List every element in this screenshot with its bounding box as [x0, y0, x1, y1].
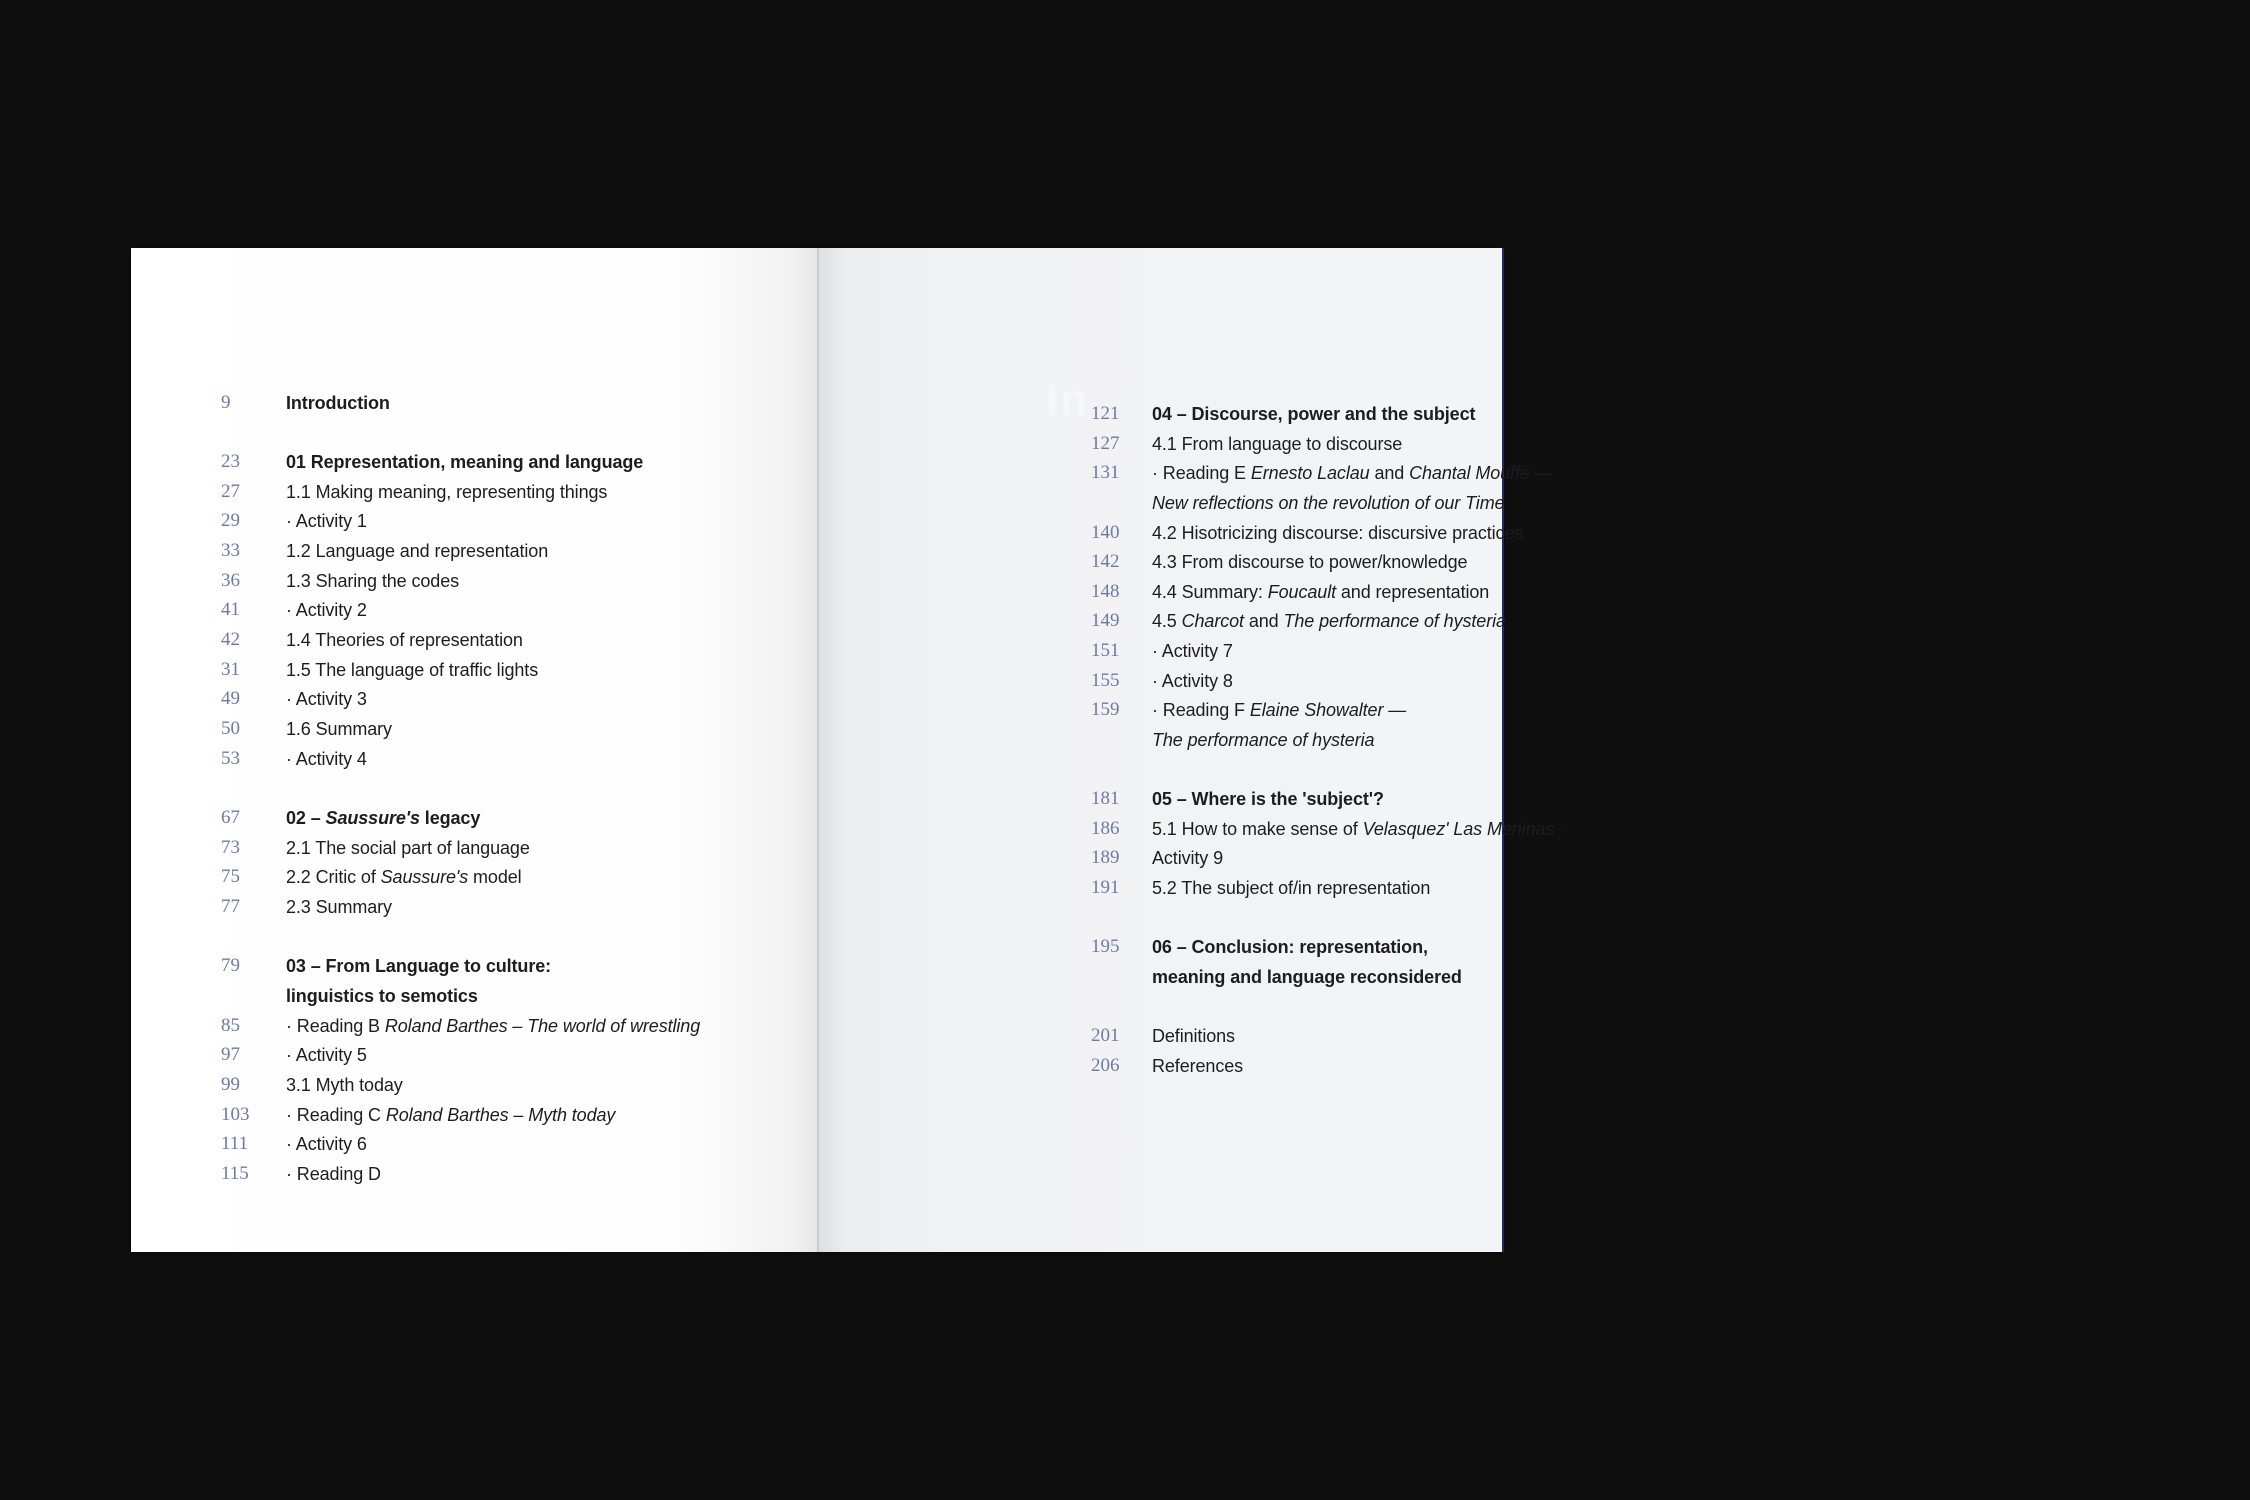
toc-page-number: 186 — [1091, 818, 1120, 839]
toc-entry — [131, 655, 818, 685]
toc-entry — [818, 843, 1502, 873]
toc-title: 1.2 Language and representation — [286, 541, 549, 561]
toc-title-italic: Foucault — [1267, 582, 1336, 602]
toc-entry — [131, 388, 818, 418]
toc-entry — [131, 803, 818, 833]
toc-title-part: 02 – — [286, 808, 326, 828]
toc-title-part: 4.4 Summary: — [1152, 582, 1268, 602]
toc-entry — [131, 477, 818, 507]
toc-page-number: 42 — [221, 629, 240, 650]
toc-page-number: 149 — [1091, 610, 1120, 631]
toc-title: 4.3 From discourse to power/knowledge — [1152, 552, 1468, 572]
toc-title — [1152, 725, 1374, 755]
toc-title-part: legacy — [419, 808, 481, 828]
toc-entry — [818, 962, 1502, 992]
toc-page-number: 103 — [221, 1104, 250, 1125]
toc-page-number: 49 — [221, 688, 240, 709]
toc-title: 1.6 Summary — [286, 719, 392, 739]
toc-title: 06 – Conclusion: representation, — [1152, 937, 1428, 957]
toc-title — [286, 1011, 700, 1041]
toc-title: 2.1 The social part of language — [286, 838, 530, 858]
toc-entry — [818, 695, 1502, 725]
toc-page-number: 50 — [221, 718, 240, 739]
toc-page-number: 53 — [221, 748, 240, 769]
toc-entry — [131, 714, 818, 744]
toc-page-number: 155 — [1091, 670, 1120, 691]
toc-page-number: 201 — [1091, 1025, 1120, 1046]
toc-entry — [818, 547, 1502, 577]
toc-title-italic: Roland Barthes – Myth today — [385, 1105, 616, 1125]
toc-title-italic: Saussure's — [325, 808, 420, 828]
toc-title: 1.3 Sharing the codes — [286, 571, 460, 591]
toc-page-number: 77 — [221, 896, 240, 917]
toc-page-number: 191 — [1091, 877, 1120, 898]
toc-title-italic: The performance of hysteria — [1152, 730, 1375, 750]
toc-title-italic: Chantal Mouffe — — [1409, 463, 1553, 483]
toc-page-number: 115 — [221, 1163, 249, 1184]
toc-page-number: 181 — [1091, 788, 1120, 809]
toc-title-italic: Charcot — [1181, 611, 1244, 631]
toc-entry — [131, 1129, 818, 1159]
toc-title-part: · Reading E — [1152, 463, 1251, 483]
toc-title — [1152, 814, 1565, 844]
toc-entry — [818, 577, 1502, 607]
toc-page-number: 127 — [1091, 433, 1120, 454]
toc-title: 3.1 Myth today — [286, 1075, 403, 1095]
toc-title — [1152, 695, 1406, 725]
toc-page-number: 36 — [221, 570, 240, 591]
toc-title-part: 5.1 How to make sense of — [1152, 819, 1363, 839]
toc-page-number: 67 — [221, 807, 240, 828]
toc-title: meaning and language reconsidered — [1152, 967, 1462, 987]
toc-title: Definitions — [1152, 1026, 1235, 1046]
ghost-text: In — [1046, 376, 1090, 425]
toc-page-number: 9 — [221, 392, 231, 413]
toc-title-italic: Ernesto Laclau — [1250, 463, 1370, 483]
toc-title: Activity 9 — [1152, 848, 1224, 868]
toc-page-number: 151 — [1091, 640, 1120, 661]
toc-title: · Activity 2 — [286, 600, 367, 620]
toc-entry — [818, 606, 1506, 636]
toc-entry — [131, 1159, 818, 1189]
toc-entry — [818, 814, 1566, 844]
toc-title: · Activity 4 — [286, 749, 367, 769]
toc-entry — [131, 625, 818, 655]
toc-title — [286, 803, 480, 833]
toc-entry — [131, 1070, 818, 1100]
toc-entry — [131, 447, 818, 477]
toc-title: 1.5 The language of traffic lights — [286, 660, 539, 680]
toc-entry — [131, 892, 818, 922]
toc-title: 4.1 From language to discourse — [1152, 434, 1403, 454]
toc-title-part: and — [1243, 611, 1284, 631]
toc-page-number: 148 — [1091, 581, 1120, 602]
toc-entry — [818, 458, 1553, 488]
toc-entry — [818, 666, 1502, 696]
toc-title-part: and — [1369, 463, 1410, 483]
toc-title-part: · Reading B — [286, 1016, 385, 1036]
toc-title: Introduction — [286, 393, 390, 413]
toc-page-number: 33 — [221, 540, 240, 561]
toc-entry — [818, 725, 1502, 755]
toc-page-number: 131 — [1091, 462, 1120, 483]
toc-page-number: 121 — [1091, 403, 1120, 424]
toc-title: · Activity 8 — [1152, 671, 1233, 691]
book-spread — [131, 248, 1566, 1252]
toc-title-italic: Elaine Showalter — — [1249, 700, 1407, 720]
toc-title — [1152, 458, 1553, 488]
toc-title: 05 – Where is the 'subject'? — [1152, 789, 1384, 809]
toc-entry — [131, 951, 818, 981]
toc-page-number: 85 — [221, 1015, 240, 1036]
toc-page-number: 111 — [221, 1133, 249, 1154]
toc-title-italic: Velasquez' Las Meninas — [1362, 819, 1555, 839]
toc-entry — [818, 399, 1502, 429]
toc-entry — [131, 684, 818, 714]
toc-title: 1.1 Making meaning, representing things — [286, 482, 608, 502]
toc-title-part: · Reading C — [286, 1105, 386, 1125]
right-page — [818, 248, 1566, 1252]
toc-entry — [131, 566, 818, 596]
toc-page-number: 27 — [221, 481, 240, 502]
toc-entry — [818, 429, 1502, 459]
toc-entry — [818, 873, 1502, 903]
toc-entry — [818, 784, 1502, 814]
toc-title: 01 Representation, meaning and language — [286, 452, 644, 472]
toc-title-part: · Reading F — [1152, 700, 1250, 720]
toc-title — [286, 1100, 615, 1130]
toc-page-number: 97 — [221, 1044, 240, 1065]
toc-title: 5.2 The subject of/in representation — [1152, 878, 1431, 898]
toc-title — [1152, 577, 1489, 607]
toc-entry — [131, 595, 818, 625]
toc-title: · Activity 6 — [286, 1134, 367, 1154]
toc-entry — [131, 1040, 818, 1070]
toc-title-part: and representation — [1336, 582, 1490, 602]
toc-page-number: 189 — [1091, 847, 1120, 868]
toc-entry — [131, 862, 818, 892]
left-page — [131, 248, 818, 1252]
toc-title: · Activity 3 — [286, 689, 367, 709]
toc-entry — [131, 833, 818, 863]
toc-page-number: 31 — [221, 659, 240, 680]
toc-title-part: · — [1554, 819, 1566, 839]
toc-entry — [818, 518, 1524, 548]
toc-page-number: 159 — [1091, 699, 1120, 720]
toc-title: · Activity 1 — [286, 511, 367, 531]
toc-page-number: 142 — [1091, 551, 1120, 572]
toc-entry — [131, 1100, 818, 1130]
toc-entry — [818, 1021, 1502, 1051]
toc-entry — [818, 932, 1502, 962]
toc-title: 2.3 Summary — [286, 897, 392, 917]
toc-title: References — [1152, 1056, 1244, 1076]
toc-entry — [131, 744, 818, 774]
toc-title: · Reading D — [286, 1164, 381, 1184]
toc-entry — [818, 488, 1505, 518]
toc-title-part: 2.2 Critic of — [286, 867, 381, 887]
toc-page-number: 140 — [1091, 522, 1120, 543]
toc-page-number: 73 — [221, 837, 240, 858]
toc-entry — [131, 981, 818, 1011]
toc-title: 1.4 Theories of representation — [286, 630, 523, 650]
toc-page-number: 41 — [221, 599, 240, 620]
toc-entry — [131, 506, 818, 536]
toc-title — [1152, 488, 1505, 518]
book-gutter — [817, 248, 819, 1252]
toc-title — [1152, 606, 1506, 636]
toc-title: · Activity 7 — [1152, 641, 1233, 661]
toc-title — [286, 862, 522, 892]
toc-title: · Activity 5 — [286, 1045, 367, 1065]
toc-entry — [131, 1011, 818, 1041]
toc-page-number: 99 — [221, 1074, 240, 1095]
toc-title-italic: New reflections on the revolution of our Time — [1152, 493, 1505, 513]
toc-entry — [818, 1051, 1502, 1081]
toc-title-italic: The performance of hysteria — [1283, 611, 1506, 631]
toc-page-number: 23 — [221, 451, 240, 472]
toc-title-italic: Roland Barthes – The world of wrestling — [384, 1016, 701, 1036]
toc-page-number: 195 — [1091, 936, 1120, 957]
toc-title: 04 – Discourse, power and the subject — [1152, 404, 1476, 424]
toc-entry — [131, 536, 818, 566]
toc-title: linguistics to semotics — [286, 986, 478, 1006]
toc-title-part: 4.5 — [1152, 611, 1182, 631]
toc-page-number: 75 — [221, 866, 240, 887]
toc-entry — [818, 636, 1502, 666]
toc-title-part: model — [468, 867, 522, 887]
toc-page-number: 79 — [221, 955, 240, 976]
toc-title: 4.2 Hisotricizing discourse: discursive practices — [1152, 523, 1524, 543]
toc-title-italic: Saussure's — [380, 867, 469, 887]
toc-page-number: 29 — [221, 510, 240, 531]
toc-page-number: 206 — [1091, 1055, 1120, 1076]
toc-title: 03 – From Language to culture: — [286, 956, 552, 976]
